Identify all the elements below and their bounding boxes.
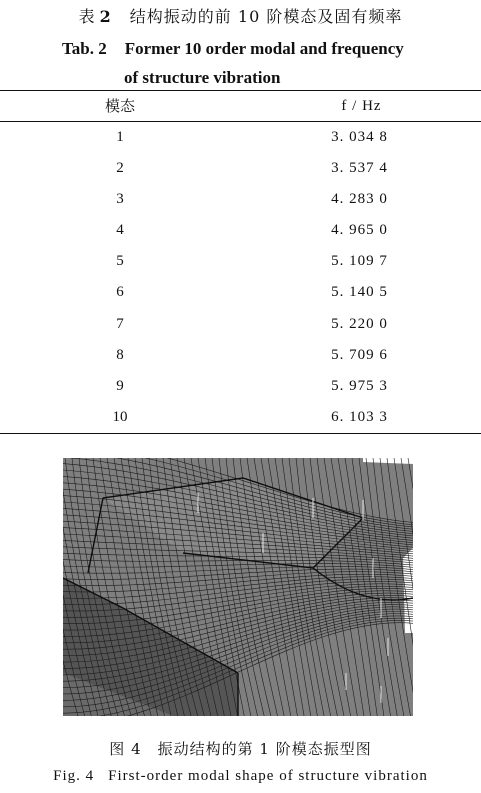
figure-caption-cn — [0, 738, 481, 759]
cell-frequency: 5. 975 3 — [331, 377, 388, 394]
cell-mode: 6 — [116, 284, 124, 301]
cell-frequency: 3. 034 8 — [331, 129, 388, 145]
table-row — [0, 340, 481, 371]
cell-mode: 7 — [116, 315, 124, 332]
cell-frequency: 5. 140 5 — [331, 284, 388, 301]
table-body — [0, 122, 481, 433]
table-row — [0, 277, 481, 308]
figure-caption-cn-title: 振动结构的第 1 阶模态振型图 — [157, 740, 372, 758]
cell-frequency: 5. 709 6 — [331, 346, 388, 363]
modal-frequency-table — [0, 90, 481, 434]
cell-mode: 9 — [116, 377, 124, 394]
table-caption-cn-title: 结构振动的前 10 阶模态及固有频率 — [129, 7, 403, 26]
fem-mesh-image — [63, 458, 413, 716]
table-row — [0, 246, 481, 277]
header-cell-mode: 模态 — [104, 97, 135, 115]
figure-caption-en-label: Fig. 4 — [53, 768, 95, 784]
table-caption-en-label: Tab. 2 — [62, 39, 107, 58]
table-bottom-rule — [0, 433, 481, 434]
table-caption-cn-number: 2 — [99, 7, 112, 26]
cell-frequency: 6. 103 3 — [331, 408, 388, 425]
cell-mode: 1 — [116, 129, 124, 145]
cell-mode: 3 — [116, 191, 124, 208]
figure-caption-cn-label: 图 4 — [109, 740, 142, 758]
table-caption-cn-label: 表 — [78, 7, 96, 26]
table-row — [0, 215, 481, 246]
table-row — [0, 371, 481, 402]
table-caption-cn — [0, 4, 481, 27]
figure-caption-en-title: First-order modal shape of structure vibration — [108, 768, 428, 784]
cell-frequency: 5. 109 7 — [331, 253, 388, 270]
cell-frequency: 4. 283 0 — [331, 191, 388, 208]
cell-mode: 5 — [116, 253, 124, 270]
cell-mode: 8 — [116, 346, 124, 363]
header-cell-frequency: f / Hz — [341, 98, 382, 114]
table-row — [0, 153, 481, 184]
table-row — [0, 309, 481, 340]
cell-mode: 2 — [116, 160, 124, 177]
table-row — [0, 184, 481, 215]
table-caption-en-title-line1: Former 10 order modal and frequency — [124, 39, 404, 58]
figure-caption-en — [0, 768, 481, 785]
table-row — [0, 402, 481, 433]
table-caption-en-title-line2: of structure vibration — [124, 68, 281, 87]
table-caption-en — [62, 34, 442, 92]
cell-mode: 4 — [116, 222, 124, 239]
cell-frequency: 3. 537 4 — [331, 160, 388, 177]
table-row — [0, 122, 481, 153]
cell-mode: 10 — [112, 408, 128, 425]
cell-frequency: 5. 220 0 — [331, 315, 388, 332]
cell-frequency: 4. 965 0 — [331, 222, 388, 239]
table-header-row — [0, 91, 481, 121]
modal-shape-figure — [63, 458, 413, 716]
